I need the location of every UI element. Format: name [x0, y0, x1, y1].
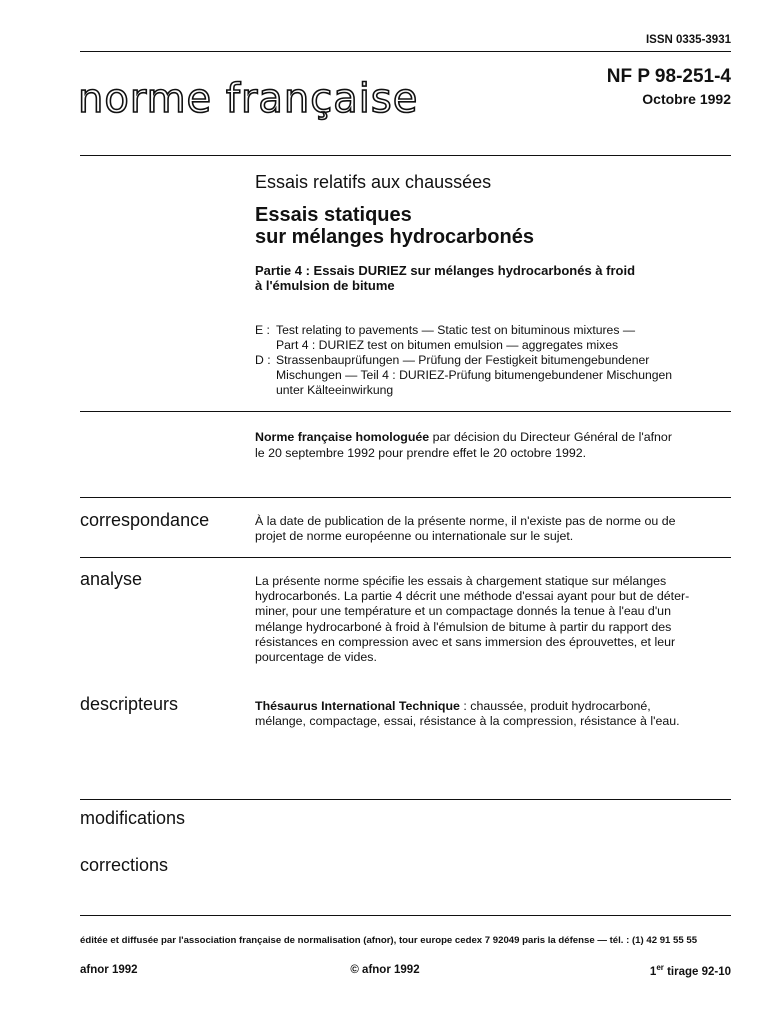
homologation-notice [255, 429, 731, 461]
correspondance-text [255, 514, 731, 544]
analyse-line: miner, pour une température et un compactage donnés la tenue à l'eau d'un [255, 604, 671, 619]
language-code: E : [255, 323, 270, 337]
analyse-line: pourcentage de vides. [255, 650, 377, 665]
translation-line [255, 338, 731, 353]
descripteurs-line: mélange, compactage, essai, résistance à la compression, résistance à l'eau. [255, 714, 680, 729]
descripteurs-bold: Thésaurus International Technique [255, 699, 460, 713]
printing-superscript: er [656, 963, 664, 972]
analyse-line: résistances en compression avec et sans immersion des éprouvettes, et leur [255, 634, 676, 649]
translation-line [255, 323, 731, 338]
publisher-line: éditée et diffusée par l'association française de normalisation (afnor), tour europe cedex 7 92049 paris la défense — tél. : (1) 42 91 55 55 [80, 935, 698, 946]
translation-line [255, 368, 731, 383]
analyse-line: mélange hydrocarboné à froid à l'émulsion de bitume à partir du rapport des [255, 619, 672, 634]
footer-rule [80, 915, 731, 916]
homologation-line: le 20 septembre 1992 pour prendre effet le 20 octobre 1992. [255, 446, 587, 460]
descripteurs-text [255, 699, 731, 729]
homologation-rest: par décision du Directeur Général de l'afnor [429, 430, 672, 444]
descripteurs-rest: : chaussée, produit hydrocarboné, [459, 699, 651, 713]
analyse-line: La présente norme spécifie les essais à chargement statique sur mélanges [255, 574, 667, 588]
norm-date: Octobre 1992 [642, 91, 731, 107]
translation-text: Part 4 : DURIEZ test on bitumen emulsion — aggregates mixes [276, 338, 619, 352]
correspondance-label: correspondance [80, 510, 210, 530]
translated-titles [255, 323, 731, 398]
modifications-label: modifications [80, 808, 186, 828]
translation-text: Mischungen — Teil 4 : DURIEZ-Prüfung bitumengebundener Mischungen [276, 368, 673, 382]
correspondance-rule [80, 557, 731, 558]
descripteurs-label: descripteurs [80, 694, 179, 714]
translation-line [255, 383, 731, 398]
norm-reference: NF P 98-251-4 [606, 66, 731, 87]
translation-text: unter Kälteeinwirkung [276, 383, 394, 397]
footer-copyright: © afnor 1992 [350, 964, 420, 976]
correspondance-line: À la date de publication de la présente norme, il n'existe pas de norme ou de [255, 514, 676, 528]
analyse-text [255, 574, 731, 665]
header-rule [80, 155, 731, 156]
main-title-line: sur mélanges hydrocarbonés [255, 226, 534, 248]
translations-rule [80, 411, 731, 412]
translation-text: Strassenbauprüfungen — Prüfung der Festigkeit bitumengebundener [276, 353, 650, 367]
main-title-line: Essais statiques [255, 204, 412, 226]
analyse-label: analyse [80, 569, 143, 589]
translation-text: Test relating to pavements — Static test on bituminous mixtures — [276, 323, 636, 337]
descripteurs-rule [80, 799, 731, 800]
printing-rest: tirage 92-10 [663, 965, 731, 978]
printing-number: 1 [649, 965, 657, 978]
norme-francaise-logo: norme française [78, 76, 419, 122]
part-title [255, 263, 731, 293]
corrections-label: corrections [80, 855, 169, 875]
language-code: D : [255, 353, 271, 367]
homologation-line [255, 429, 731, 445]
footer-left: afnor 1992 [80, 964, 138, 976]
descripteurs-line [255, 699, 731, 714]
part-title-line: à l'émulsion de bitume [255, 278, 395, 293]
issn-number: ISSN 0335-3931 [645, 34, 731, 46]
part-title-line: Partie 4 : Essais DURIEZ sur mélanges hydrocarbonés à froid [255, 263, 636, 278]
analyse-line: hydrocarbonés. La partie 4 décrit une méthode d'essai ayant pour but de déter- [255, 589, 690, 604]
translation-line [255, 353, 731, 368]
homologation-bold: Norme française homologuée [255, 430, 430, 444]
homologation-rule [80, 497, 731, 498]
top-rule [80, 51, 731, 52]
subject-heading: Essais relatifs aux chaussées [255, 172, 492, 192]
correspondance-line: projet de norme européenne ou internationale sur le sujet. [255, 529, 574, 544]
main-title [255, 204, 731, 248]
footer-printing [560, 963, 731, 978]
